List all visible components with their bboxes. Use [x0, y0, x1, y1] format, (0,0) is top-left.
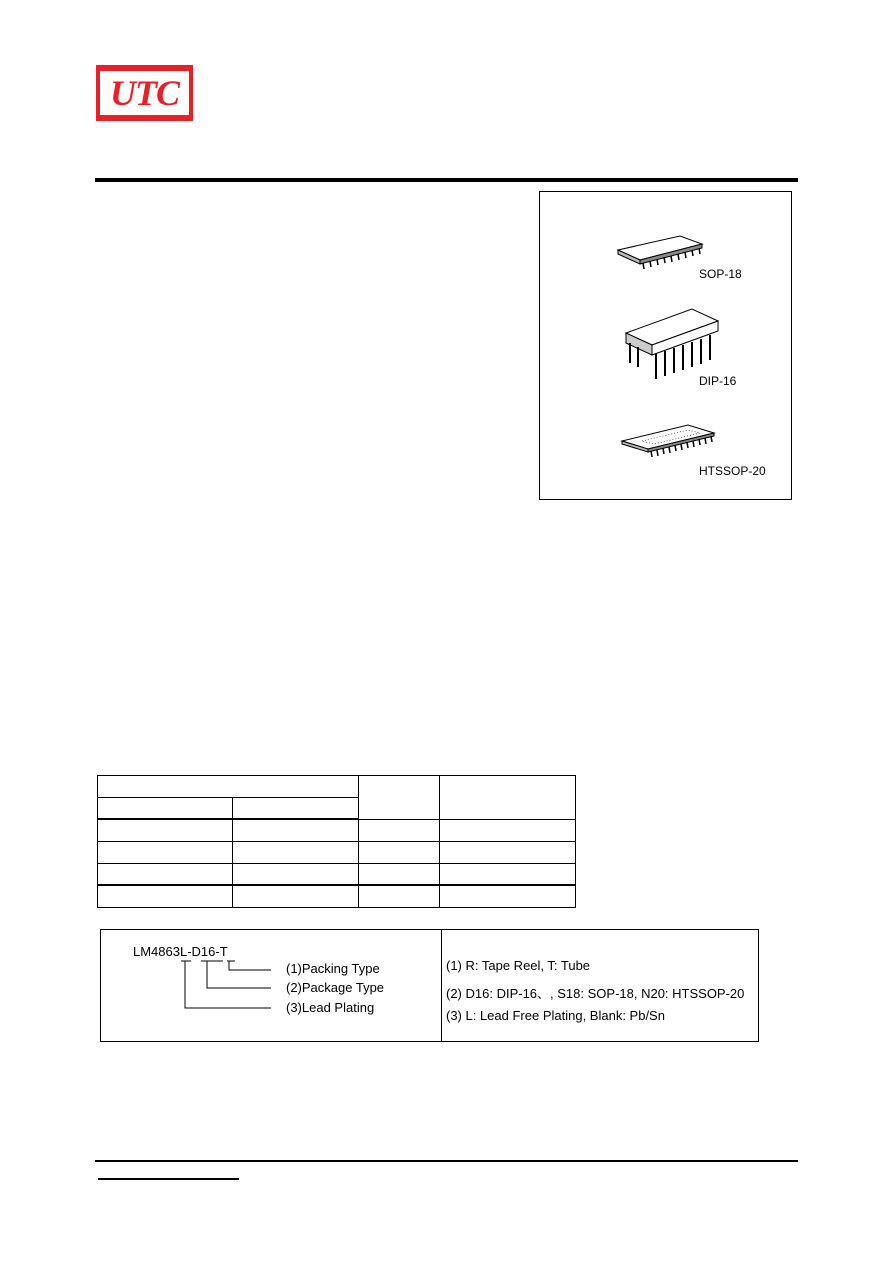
table-cell — [98, 885, 233, 907]
part-number: LM4863L-D16-T — [133, 944, 228, 959]
table-header-row — [98, 776, 576, 798]
table-cell — [440, 819, 576, 841]
table-row — [98, 841, 576, 863]
ordering-table — [97, 775, 575, 908]
table-cell — [233, 863, 359, 885]
part-number-marking-box — [100, 929, 759, 1042]
legend-lead-plating: (3)Lead Plating — [286, 1000, 375, 1015]
htssop20-package-icon — [618, 417, 718, 462]
table-cell — [233, 797, 359, 819]
table-cell — [233, 885, 359, 907]
table-cell — [98, 819, 233, 841]
table-cell — [98, 841, 233, 863]
table-cell — [359, 863, 440, 885]
package-label-sop18: SOP-18 — [699, 267, 742, 281]
table-cell — [98, 863, 233, 885]
table-cell — [440, 841, 576, 863]
table-cell — [359, 885, 440, 907]
table-cell — [233, 819, 359, 841]
table-row — [98, 819, 576, 841]
header-rule — [95, 178, 798, 182]
marking-divider — [441, 930, 442, 1041]
table-cell — [98, 797, 233, 819]
description-plating: (3) L: Lead Free Plating, Blank: Pb/Sn — [446, 1008, 665, 1023]
footer-rule — [95, 1160, 798, 1162]
footer-underline — [98, 1178, 239, 1180]
table-cell — [233, 841, 359, 863]
table-cell — [359, 819, 440, 841]
sop18-package-icon — [610, 230, 710, 272]
legend-package-type: (2)Package Type — [286, 980, 385, 995]
package-label-dip16: DIP-16 — [699, 374, 737, 388]
table-cell — [359, 776, 440, 820]
table-row — [98, 863, 576, 885]
logo-frame — [100, 71, 189, 115]
package-outline-box — [539, 191, 792, 500]
dip16-package-icon — [622, 305, 722, 385]
package-label-htssop20: HTSSOP-20 — [699, 464, 766, 478]
legend-packing-type: (1)Packing Type — [286, 961, 380, 976]
table-cell — [359, 841, 440, 863]
logo-text: UTC — [110, 73, 179, 113]
table-cell — [440, 885, 576, 907]
table-cell — [440, 863, 576, 885]
description-packing: (1) R: Tape Reel, T: Tube — [446, 958, 591, 973]
table-row — [98, 885, 576, 907]
description-package: (2) D16: DIP-16、, S18: SOP-18, N20: HTSSOP-20 — [446, 986, 745, 1001]
part-number-leader-lines — [101, 930, 441, 1041]
table-cell — [440, 776, 576, 820]
utc-logo — [96, 65, 193, 121]
table-cell — [98, 776, 359, 798]
